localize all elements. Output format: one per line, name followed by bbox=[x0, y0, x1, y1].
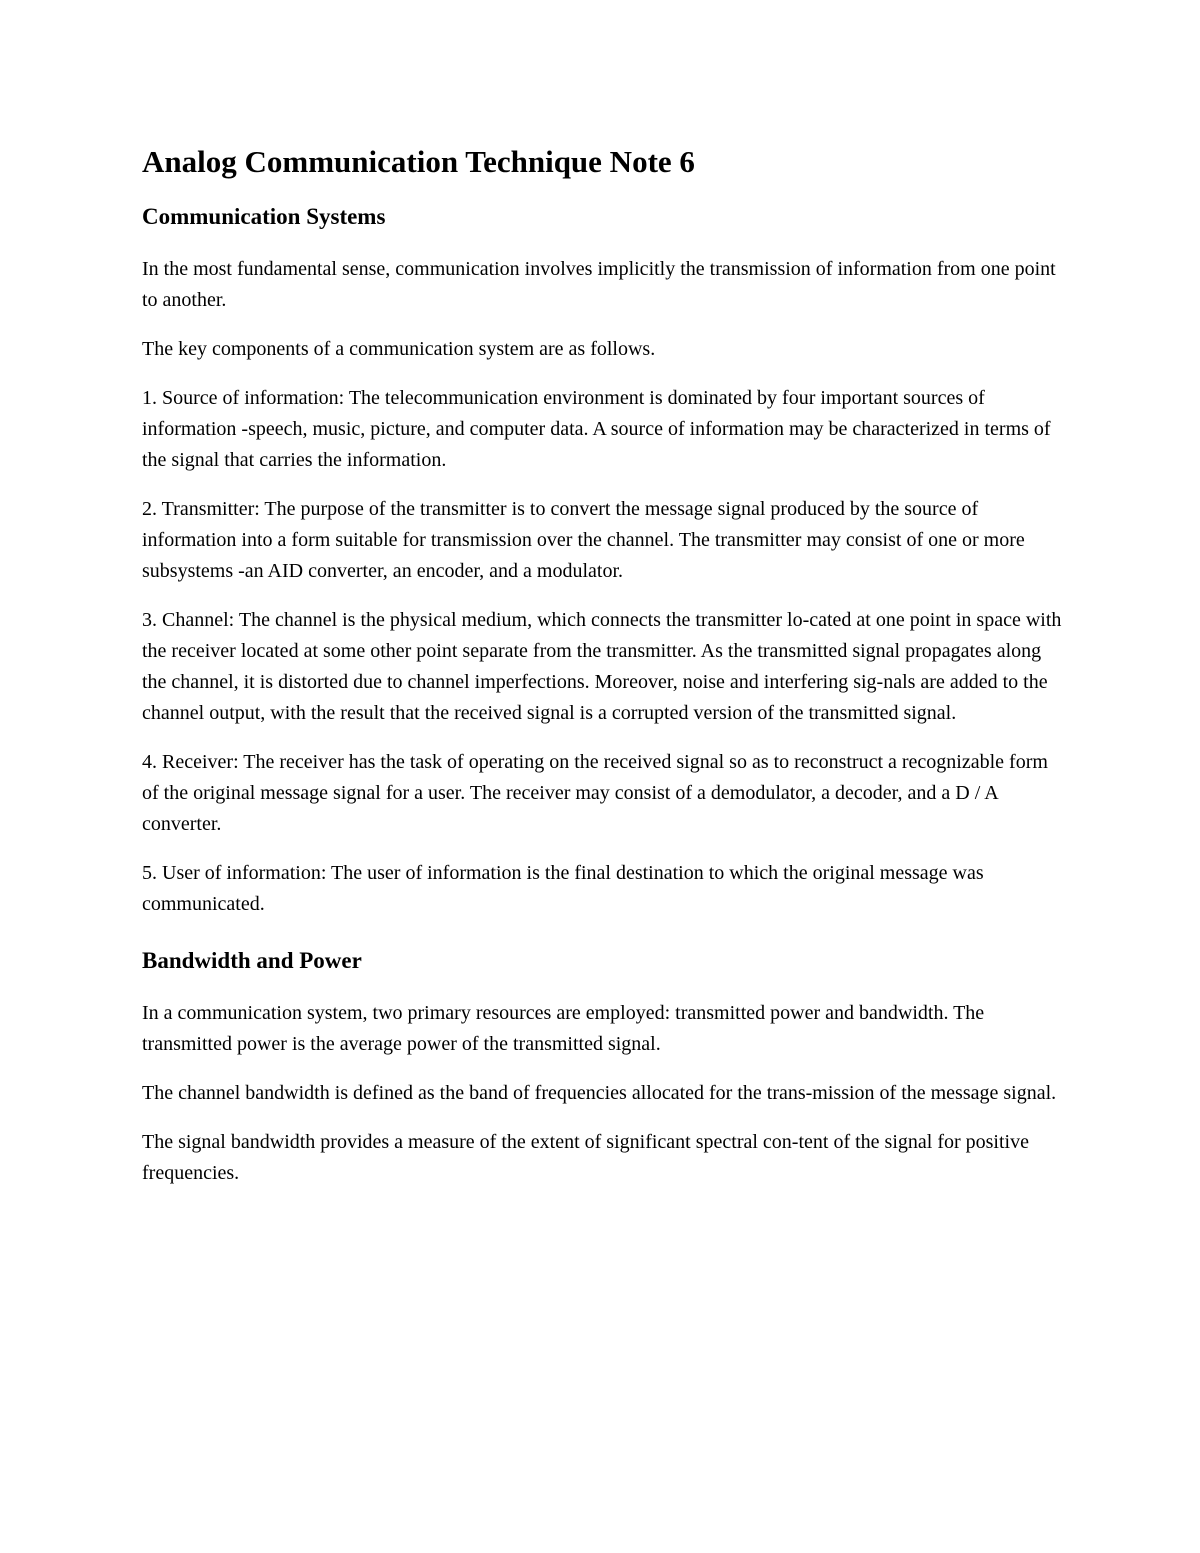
list-item-transmitter: 2. Transmitter: The purpose of the transmitter is to convert the message signal produced by the source of information into a form suitable for transmission over the channel. The transmitter may consist of one or more subsystems -an AID converter, an encoder, and a modulator. bbox=[142, 498, 1025, 582]
document-title: Analog Communication Technique Note 6 bbox=[142, 144, 695, 179]
section-heading-bandwidth-and-power: Bandwidth and Power bbox=[142, 948, 362, 973]
list-item-receiver: 4. Receiver: The receiver has the task of operating on the received signal so as to reconstruct a recognizable form of the original message signal for a user. The receiver may consist of a demodulator, a decoder, and a D / A converter. bbox=[142, 751, 1048, 835]
list-item-user: 5. User of information: The user of information is the final destination to which the original message was communicated. bbox=[142, 862, 984, 915]
paragraph-signal-bandwidth: The signal bandwidth provides a measure of the extent of significant spectral con-tent of the signal for positive frequencies. bbox=[142, 1131, 1029, 1184]
paragraph-key-components: The key components of a communication system are as follows. bbox=[142, 338, 656, 360]
document-page bbox=[142, 138, 1062, 1189]
paragraph-resources: In a communication system, two primary resources are employed: transmitted power and bandwidth. The transmitted power is the average power of the transmitted signal. bbox=[142, 1002, 985, 1055]
list-item-channel: 3. Channel: The channel is the physical medium, which connects the transmitter lo-cated at one point in space with the receiver located at some other point separate from the transmitter. As the transmitted signal propagates along the channel, it is distorted due to channel imperfections. Moreover, noise and interfering sig-nals are added to the channel output, with the result that the received signal is a corrupted version of the transmitted signal. bbox=[142, 609, 1062, 724]
paragraph-channel-bandwidth: The channel bandwidth is defined as the band of frequencies allocated for the trans-mission of the message signal. bbox=[142, 1082, 1057, 1104]
section-heading-communication-systems: Communication Systems bbox=[142, 204, 386, 229]
list-item-source: 1. Source of information: The telecommunication environment is dominated by four important sources of information -speech, music, picture, and computer data. A source of information may be characterized in terms of the signal that carries the information. bbox=[142, 387, 1051, 471]
paragraph-intro: In the most fundamental sense, communication involves implicitly the transmission of information from one point to another. bbox=[142, 258, 1056, 311]
